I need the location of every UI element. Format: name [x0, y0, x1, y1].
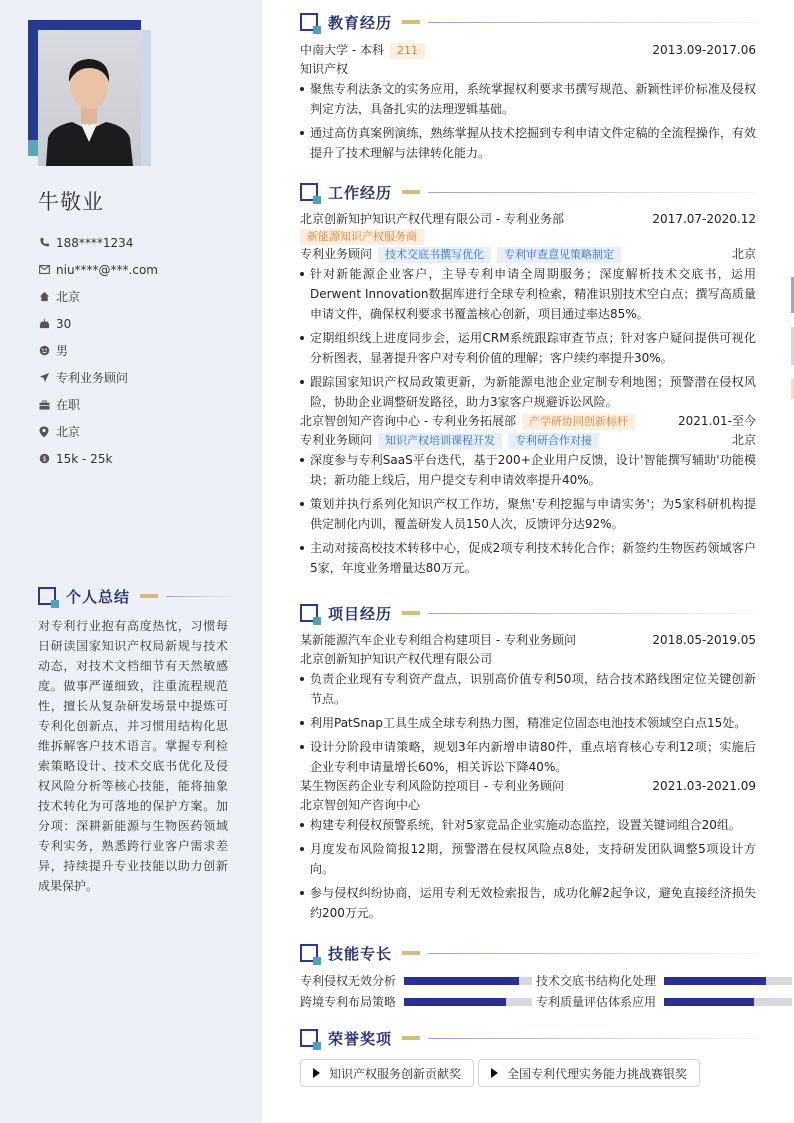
section-square-icon	[300, 183, 318, 201]
job-date: 2017.07-2020.12	[652, 212, 756, 226]
section-square-icon	[300, 13, 318, 31]
skill-item: 技术交底书结构化处理	[536, 972, 792, 990]
job-header	[300, 210, 756, 229]
info-home: 北京	[38, 283, 158, 310]
cake-icon	[38, 318, 50, 330]
candidate-name: 牛敬业	[38, 190, 104, 214]
info-email: niu****@***.com	[38, 256, 158, 283]
skill-item: 专利质量评估体系应用	[536, 993, 792, 1011]
project-header	[300, 777, 756, 796]
role-tag: 专利审查意见策略制定	[497, 247, 621, 263]
list-item: 设计分阶段申请策略，规划3年内新增申请80件，重点培育核心专利12项；实施后企业专利申请量增长60%，相关诉讼下降40%。	[300, 737, 756, 777]
job-role-row	[300, 245, 756, 264]
info-position: 专利业务顾问	[38, 364, 158, 391]
role-tag: 知识产权培训课程开发	[378, 433, 502, 449]
location-pin-icon	[38, 426, 50, 438]
awards-list	[300, 1059, 756, 1087]
project-bullets	[300, 815, 756, 923]
list-item: 月度发布风险简报12期，预警潜在侵权风险点8处，支持研发团队调整5项设计方向。	[300, 839, 756, 879]
info-status: 在职	[38, 391, 158, 418]
project-name: 某生物医药企业专利风险防控项目 - 专利业务顾问	[300, 779, 564, 793]
job-city: 北京	[731, 433, 756, 447]
project-date: 2021.03-2021.09	[652, 779, 756, 793]
project-name: 某新能源汽车企业专利组合构建项目 - 专利业务顾问	[300, 633, 576, 647]
company-tag: 新能源知识产权服务商	[300, 229, 424, 245]
job-role: 专利业务顾问	[300, 433, 373, 447]
skill-item: 跨境专利布局策略	[300, 993, 536, 1011]
role-tag: 专利研合作对接	[508, 433, 599, 449]
list-item: 策划并执行系列化知识产权工作坊，聚焦'专利挖掘与申请实务'；为5家科研机构提供定制化内训，覆盖研发人员150人次，反馈评分达92%。	[300, 494, 756, 534]
projects-section	[300, 602, 756, 927]
projects-title: 项目经历	[328, 604, 393, 623]
info-salary: $ 15k - 25k	[38, 445, 158, 472]
job-company: 北京创新知护知识产权代理有限公司 - 专利业务部	[300, 212, 564, 226]
job-bullets	[300, 450, 756, 578]
awards-section	[300, 1027, 756, 1087]
summary-text: 对专利行业抱有高度热忱，习惯每日研读国家知识产权局新规与技术动态，对技术文档细节有天然敏感度。做事严谨细致，注重流程规范性，擅长从复杂研发场景中提炼可专利化创新点，并习惯用结构化思维拆解客户技术语言。掌握专利检索策略设计、技术交底书优化及侵权风险分析等核心技能，能将抽象技术转化为可落地的保护方案。加分项：深耕新能源与生物医药领域专利实务，熟悉跨行业客户需求差异，持续提升专业技能以助力创新成果保护。	[38, 619, 228, 893]
role-tag: 技术交底书撰写优化	[378, 247, 491, 263]
briefcase-icon	[38, 399, 50, 411]
job-date: 2021.01-至今	[678, 414, 756, 428]
skills-section	[300, 942, 794, 1011]
list-item: 定期组织线上进度同步会，运用CRM系统跟踪审查节点；针对客户疑问提供可视化分析图表，显著提升客户对专利价值的理解；客户续约率提升30%。	[300, 328, 756, 368]
skill-level-bar	[664, 977, 792, 985]
mail-icon	[38, 264, 50, 276]
list-item: 负责企业现有专利资产盘点，识别高价值专利50项，结合技术路线图定位关键创新节点。	[300, 669, 756, 709]
list-item: 主动对接高校技术转移中心，促成2项专利技术转化合作；新签约生物医药领域客户5家，年度业务增量达80万元。	[300, 538, 756, 578]
list-item: 聚焦专利法条文的实务应用，系统掌握权利要求书撰写规范、新颖性评价标准及侵权判定方法，具备扎实的法理逻辑基础。	[300, 79, 756, 119]
project-org: 北京创新知护知识产权代理有限公司	[300, 652, 493, 666]
send-icon	[38, 372, 50, 384]
skill-level-bar	[404, 977, 532, 985]
skill-level-bar	[404, 998, 532, 1006]
gender-icon	[38, 345, 50, 357]
project-date: 2018.05-2019.05	[652, 633, 756, 647]
list-item: 利用PatSnap工具生成全球专利热力图，精准定位固态电池技术领域空白点15处。	[300, 713, 756, 733]
company-tag: 产学研协同创新标杆	[522, 414, 635, 430]
job-role: 专利业务顾问	[300, 247, 373, 261]
play-icon	[313, 1068, 320, 1078]
award-item: 全国专利代理实务能力挑战赛银奖	[478, 1059, 700, 1087]
job-role-row	[300, 431, 756, 450]
job-company: 北京智创知产咨询中心 - 专利业务拓展部	[300, 414, 516, 428]
school-name: 中南大学 - 本科	[300, 43, 384, 57]
svg-text:$: $	[41, 454, 47, 463]
list-item: 构建专利侵权预警系统，针对5家竞品企业实施动态监控，设置关键词组合20组。	[300, 815, 756, 835]
school-tag: 211	[390, 43, 425, 59]
project-header	[300, 631, 756, 650]
list-item: 跟踪国家知识产权局政策更新，为新能源电池企业定制专利地图；预警潜在侵权风险，协助企业调整研发路径，助力3家客户规避诉讼风险。	[300, 372, 756, 412]
awards-title: 荣誉奖项	[328, 1029, 393, 1048]
job-bullets	[300, 264, 756, 412]
play-icon	[491, 1068, 498, 1078]
education-title: 教育经历	[328, 13, 393, 32]
work-title: 工作经历	[328, 183, 393, 202]
education-section	[300, 11, 756, 167]
phone-icon	[38, 237, 50, 249]
work-section	[300, 181, 756, 582]
section-square-icon	[300, 944, 318, 962]
education-header	[300, 41, 756, 60]
project-org: 北京智创知产咨询中心	[300, 798, 421, 812]
info-phone: 188****1234	[38, 229, 158, 256]
skill-item: 专利侵权无效分析	[300, 972, 536, 990]
education-major: 知识产权	[300, 62, 349, 76]
sidebar	[0, 0, 262, 1123]
summary-section	[38, 585, 228, 896]
salary-icon	[38, 453, 50, 465]
section-square-icon	[300, 1029, 318, 1047]
list-item: 通过高仿真案例演练，熟练掌握从技术挖掘到专利申请文件定稿的全流程操作，有效提升了技术理解与法律转化能力。	[300, 123, 756, 163]
profile-photo-frame	[28, 20, 152, 166]
summary-title: 个人总结	[66, 587, 131, 606]
award-item: 知识产权服务创新贡献奖	[300, 1059, 474, 1087]
skill-level-bar	[664, 998, 792, 1006]
education-date: 2013.09-2017.06	[652, 43, 756, 57]
home-icon	[38, 291, 50, 303]
avatar	[38, 30, 141, 166]
list-item: 针对新能源企业客户，主导专利申请全周期服务；深度解析技术交底书，运用Derwent Innovation数据库进行全球专利检索，精准识别技术空白点；撰写高质量申请文件，确保权利要求书覆盖核心创新，项目通过率达85%。	[300, 264, 756, 324]
job-header	[300, 412, 756, 431]
project-bullets	[300, 669, 756, 777]
skills-title: 技能专长	[328, 944, 393, 963]
section-square-icon	[38, 587, 56, 605]
info-gender: 男	[38, 337, 158, 364]
list-item: 深度参与专利SaaS平台迭代，基于200+企业用户反馈，设计'智能撰写辅助'功能模块；新功能上线后，用户提交专利申请效率提升40%。	[300, 450, 756, 490]
contact-info-list	[38, 229, 158, 472]
skills-grid	[300, 972, 794, 1011]
list-item: 参与侵权纠纷协商，运用专利无效检索报告，成功化解2起争议，避免直接经济损失约200万元。	[300, 883, 756, 923]
education-bullets	[300, 79, 756, 163]
info-target-city: 北京	[38, 418, 158, 445]
info-age: 30	[38, 310, 158, 337]
job-city: 北京	[731, 247, 756, 261]
section-square-icon	[300, 604, 318, 622]
